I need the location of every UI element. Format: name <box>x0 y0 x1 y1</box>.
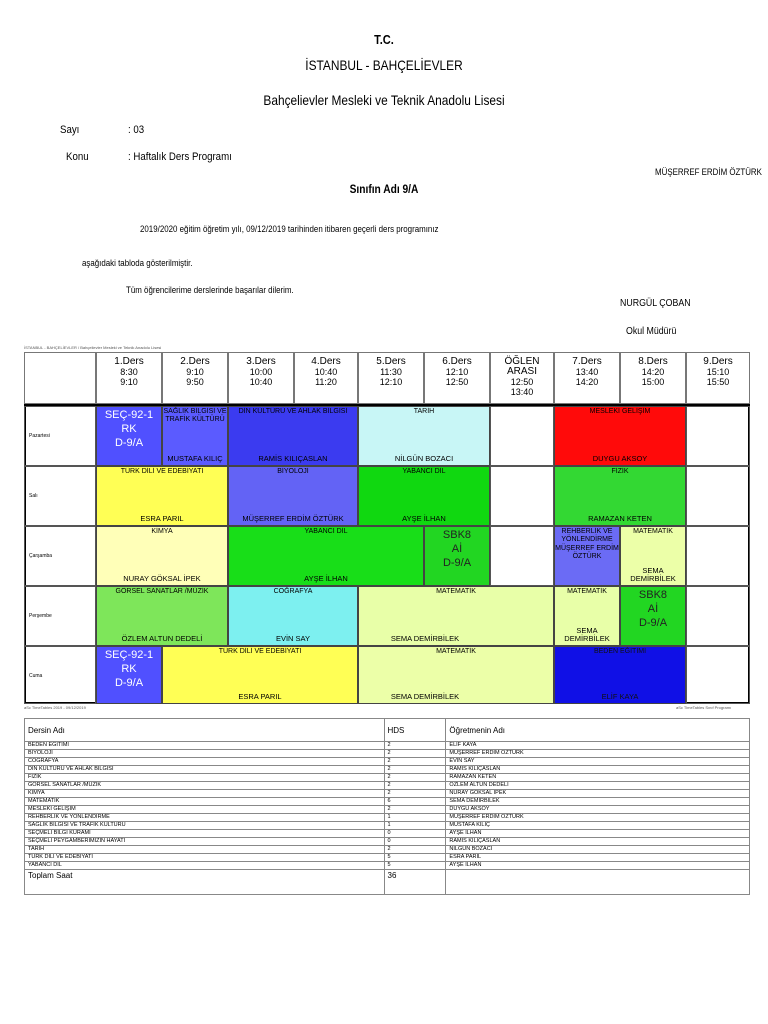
lesson-mon-saglik: SAĞLIK BİLGİSİ VE TRAFİK KÜLTÜRÜ MUSTAFA KILIÇ <box>162 406 228 466</box>
empty-cell <box>686 646 750 704</box>
course-teacher: SEMA DEMİRBİLEK <box>446 798 750 806</box>
course-name: COĞRAFYA <box>25 758 385 766</box>
table-row <box>25 766 750 774</box>
course-teacher: NURAY GÖKSAL İPEK <box>446 790 750 798</box>
course-name: MESLEKİ GELİŞİM <box>25 806 385 814</box>
empty-cell <box>686 526 750 586</box>
micro-top-left: İSTANBUL - BAHÇELİEVLER / Bahçelievler Mesleki ve Teknik Anadolu Lisesi <box>24 345 162 350</box>
corner-cell <box>24 352 96 404</box>
principal-name: NURGÜL ÇOBAN <box>620 298 691 309</box>
period-header-8: 8.Ders 14:20 15:00 <box>620 352 686 404</box>
table-row <box>25 846 750 854</box>
day-row-fri: Cuma <box>24 646 96 704</box>
lesson-fri-matematik: MATEMATİK SEMA DEMİRBİLEK <box>358 646 554 704</box>
col-teacher: Öğretmenin Adı <box>446 719 750 742</box>
konu-value: : Haftalık Ders Programı <box>128 151 232 163</box>
letter-p3: Tüm öğrencilerime derslerinde başarılar dilerim. <box>126 285 294 295</box>
teacher-name: MÜŞERREF ERDİM ÖZTÜRK <box>655 167 762 177</box>
table-row <box>25 814 750 822</box>
empty-cell <box>490 406 554 466</box>
total-label: Toplam Saat <box>25 870 385 895</box>
course-name: SEÇMELİ BİLGİ KURAMI <box>25 830 385 838</box>
header-city: İSTANBUL - BAHÇELİEVLER <box>305 57 463 73</box>
lesson-mon-sec: SEÇ-92-1 RK D-9/A <box>96 406 162 466</box>
course-teacher: ÖZLEM ALTUN DEDELİ <box>446 782 750 790</box>
course-name: MATEMATİK <box>25 798 385 806</box>
course-name: YABANCI DİL <box>25 862 385 870</box>
table-row <box>25 822 750 830</box>
course-name: SAĞLIK BİLGİSİ VE TRAFİK KÜLTÜRÜ <box>25 822 385 830</box>
course-name: BİYOLOJİ <box>25 750 385 758</box>
course-name: FİZİK <box>25 774 385 782</box>
class-title: Sınıfın Adı 9/A <box>349 182 419 196</box>
principal-title: Okul Müdürü <box>626 326 677 337</box>
course-name: TARİH <box>25 846 385 854</box>
lesson-thu-matematik-2: MATEMATİK SEMA DEMİRBİLEK <box>554 586 620 646</box>
course-hours: 6 <box>384 798 446 806</box>
lesson-wed-kimya: KİMYA NURAY GÖKSAL İPEK <box>96 526 228 586</box>
table-total-row <box>25 870 750 895</box>
course-teacher: MUSTAFA KILIÇ <box>446 822 750 830</box>
sayi-value: : 03 <box>128 124 145 136</box>
course-teacher: AYŞE İLHAN <box>446 862 750 870</box>
course-teacher: AYŞE İLHAN <box>446 830 750 838</box>
course-name: KİMYA <box>25 790 385 798</box>
course-teacher: RAMİS KILIÇASLAN <box>446 838 750 846</box>
course-hours: 1 <box>384 822 446 830</box>
course-summary-table <box>24 718 750 895</box>
empty-cell <box>490 526 554 586</box>
lesson-thu-cografya: COĞRAFYA EVİN SAY <box>228 586 358 646</box>
period-header-2: 2.Ders 9:10 9:50 <box>162 352 228 404</box>
period-header-6: 6.Ders 12:10 12:50 <box>424 352 490 404</box>
total-empty <box>446 870 750 895</box>
lesson-fri-turk: TÜRK DİLİ VE EDEBİYATI ESRA PARIL <box>162 646 358 704</box>
table-row <box>25 862 750 870</box>
course-teacher: RAMİS KILIÇASLAN <box>446 766 750 774</box>
course-hours: 2 <box>384 846 446 854</box>
course-hours: 2 <box>384 782 446 790</box>
schedule-grid <box>24 352 750 704</box>
header-school: Bahçelievler Mesleki ve Teknik Anadolu Lisesi <box>263 92 505 108</box>
day-row-wed: Çarşamba <box>24 526 96 586</box>
course-hours: 2 <box>384 790 446 798</box>
table-row <box>25 854 750 862</box>
total-value: 36 <box>384 870 446 895</box>
period-header-4: 4.Ders 10:40 11:20 <box>294 352 358 404</box>
lesson-thu-matematik: MATEMATİK SEMA DEMİRBİLEK <box>358 586 554 646</box>
empty-cell <box>686 586 750 646</box>
course-name: SEÇMELİ PEYGAMBERİMİZİN HAYATI <box>25 838 385 846</box>
col-course: Dersin Adı <box>25 719 385 742</box>
course-hours: 0 <box>384 838 446 846</box>
lesson-thu-gorsel: GÖRSEL SANATLAR /MÜZİK ÖZLEM ALTUN DEDELİ <box>96 586 228 646</box>
lesson-wed-sbk: SBK8 Aİ D-9/A <box>424 526 490 586</box>
lesson-mon-tarih: TARİH NİLGÜN BOZACI <box>358 406 490 466</box>
micro-bottom-left: aSc TimeTables 2019 - 09/12/2019 <box>24 705 86 710</box>
period-header-9: 9.Ders 15:10 15:50 <box>686 352 750 404</box>
col-hds: HDS <box>384 719 446 742</box>
course-hours: 2 <box>384 774 446 782</box>
course-teacher: ESRA PARIL <box>446 854 750 862</box>
lesson-mon-din: DİN KÜLTÜRÜ VE AHLAK BİLGİSİ RAMİS KILIÇASLAN <box>228 406 358 466</box>
course-teacher: NİLGÜN BOZACI <box>446 846 750 854</box>
lesson-tue-turk: TÜRK DİLİ VE EDEBİYATI ESRA PARIL <box>96 466 228 526</box>
course-name: TÜRK DİLİ VE EDEBİYATI <box>25 854 385 862</box>
course-name: DİN KÜLTÜRÜ VE AHLAK BİLGİSİ <box>25 766 385 774</box>
course-name: REHBERLİK VE YÖNLENDİRME <box>25 814 385 822</box>
lesson-tue-fizik: FİZİK RAMAZAN KETEN <box>554 466 686 526</box>
course-name: GÖRSEL SANATLAR /MÜZİK <box>25 782 385 790</box>
lesson-mon-mesleki: MESLEKİ GELİŞİM DUYGU AKSOY <box>554 406 686 466</box>
table-row <box>25 798 750 806</box>
course-teacher: MÜŞERREF ERDİM ÖZTÜRK <box>446 814 750 822</box>
course-hours: 5 <box>384 862 446 870</box>
table-row <box>25 830 750 838</box>
table-row <box>25 750 750 758</box>
course-hours: 5 <box>384 854 446 862</box>
sayi-label: Sayı <box>60 124 80 136</box>
course-hours: 2 <box>384 806 446 814</box>
letter-p1: 2019/2020 eğitim öğretim yılı, 09/12/2019 tarihinden itibaren geçerli ders programınız <box>140 224 439 234</box>
lesson-fri-sec: SEÇ-92-1 RK D-9/A <box>96 646 162 704</box>
course-hours: 2 <box>384 750 446 758</box>
konu-label: Konu <box>66 151 89 163</box>
period-header-7: 7.Ders 13:40 14:20 <box>554 352 620 404</box>
day-row-tue: Salı <box>24 466 96 526</box>
course-teacher: ELİF KAYA <box>446 742 750 750</box>
course-hours: 2 <box>384 758 446 766</box>
course-teacher: DUYGU AKSOY <box>446 806 750 814</box>
table-row <box>25 774 750 782</box>
course-hours: 2 <box>384 742 446 750</box>
course-teacher: MÜŞERREF ERDİM ÖZTÜRK <box>446 750 750 758</box>
course-hours: 2 <box>384 766 446 774</box>
micro-bottom-right: aSc TimeTables Sınıf Programı <box>676 705 732 710</box>
course-teacher: RAMAZAN KETEN <box>446 774 750 782</box>
course-teacher: EVİN SAY <box>446 758 750 766</box>
header-tc: T.C. <box>374 32 394 47</box>
course-name: BEDEN EĞİTİMİ <box>25 742 385 750</box>
lesson-wed-rehberlik: REHBERLİK VE YÖNLENDİRME MÜŞERREF ERDİM ÖZTÜRK <box>554 526 620 586</box>
period-header-3: 3.Ders 10:00 10:40 <box>228 352 294 404</box>
empty-cell <box>686 406 750 466</box>
lesson-wed-yabanci: YABANCI DİL AYŞE İLHAN <box>228 526 424 586</box>
table-row <box>25 782 750 790</box>
table-row <box>25 742 750 750</box>
lesson-tue-yabanci: YABANCI DİL AYŞE İLHAN <box>358 466 490 526</box>
lesson-fri-beden: BEDEN EĞİTİMİ ELİF KAYA <box>554 646 686 704</box>
period-header-5: 5.Ders 11:30 12:10 <box>358 352 424 404</box>
period-header-1: 1.Ders 8:30 9:10 <box>96 352 162 404</box>
lesson-tue-biyoloji: BİYOLOJİ MÜŞERREF ERDİM ÖZTÜRK <box>228 466 358 526</box>
course-hours: 0 <box>384 830 446 838</box>
table-header-row <box>25 719 750 742</box>
table-row <box>25 790 750 798</box>
table-row <box>25 806 750 814</box>
letter-p2: aşağıdaki tabloda gösterilmiştir. <box>82 258 193 268</box>
table-row <box>25 758 750 766</box>
period-header-lunch: ÖĞLEN ARASI 12:50 13:40 <box>490 352 554 404</box>
course-hours: 1 <box>384 814 446 822</box>
lesson-thu-sbk: SBK8 Aİ D-9/A <box>620 586 686 646</box>
lesson-wed-matematik: MATEMATİK SEMA DEMİRBİLEK <box>620 526 686 586</box>
day-row-mon: Pazartesi <box>24 406 96 466</box>
empty-cell <box>686 466 750 526</box>
day-row-thu: Perşembe <box>24 586 96 646</box>
table-row <box>25 838 750 846</box>
empty-cell <box>490 466 554 526</box>
